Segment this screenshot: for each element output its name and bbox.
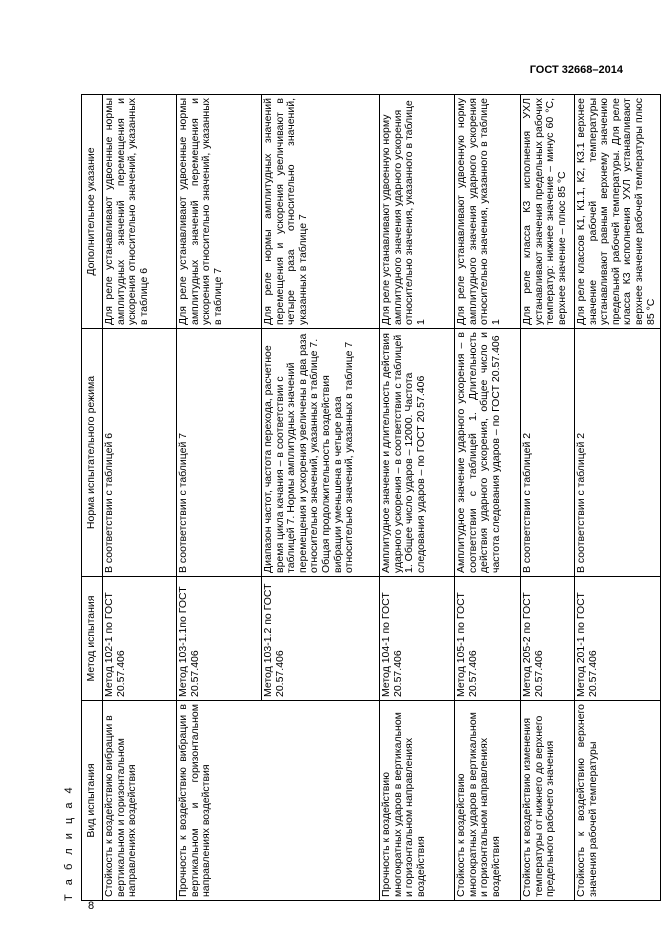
cell-test-type: Стойкость к воздействию вибрации в вертикальном и горизонтальном направлениях воздействия: [103, 701, 177, 901]
cell-note: Для реле нормы амплитудных значений перемещения и ускорения увеличивают в четыре раза относительно значений, указанных в таблице 7: [262, 95, 380, 329]
cell-norm: Диапазон частот, частота перехода, расчетное время цикла качания – в соответствии с таблицей 7. Нормы амплитудных значений перемещения и ускорения увеличены в два раза относительно значений, указанных в таблице 7. Общая продолжительность воздействия вибрации уменьшена в четыре раза относительно значений, указанных в таблице 7: [262, 329, 380, 577]
cell-test-type: Стойкость к воздействию многократных ударов в вертикальном и горизонтальном направлениях воздействия: [455, 701, 521, 901]
cell-norm: В соответствии с таблицей 2: [575, 329, 661, 577]
cell-note: Для реле устанавливают удвоенные нормы амплитудных значений перемещения и ускорения относительно значений, указанных в таблице 6: [103, 95, 177, 329]
cell-norm: В соответствии с таблицей 6: [103, 329, 177, 577]
cell-norm: В соответствии с таблицей 2: [521, 329, 575, 577]
cell-test-type: Стойкость к воздействию изменения температуры от нижнего до верхнего предельного рабочего значения: [521, 701, 575, 901]
table-row: [575, 95, 661, 901]
col-header-method: Метод испытания: [82, 577, 103, 701]
table-row: [103, 95, 177, 901]
table-row: [521, 95, 575, 901]
cell-method: Метод 102-1 по ГОСТ 20.57.406: [103, 577, 177, 701]
cell-method: Метод 103-1.2 по ГОСТ 20.57.406: [262, 577, 380, 701]
page-number: 8: [88, 900, 95, 912]
rotated-table-region: [63, 95, 657, 901]
cell-method: Метод 103-1.1по ГОСТ 20.57.406: [177, 577, 262, 701]
col-header-test-type: Вид испытания: [82, 701, 103, 901]
cell-method: Метод 205-2 по ГОСТ 20.57.406: [521, 577, 575, 701]
cell-test-type: Стойкость к воздействию верхнего значения рабочей температуры: [575, 701, 661, 901]
table-caption: Т а б л и ц а 4: [63, 784, 75, 901]
cell-norm: В соответствии с таблицей 7: [177, 329, 262, 577]
table-row: [455, 95, 521, 901]
table-row: [177, 95, 262, 901]
cell-note: Для реле устанавливают удвоенную норму амплитудного значения ударного ускорения относительно значения, указанного в таблице 1: [380, 95, 455, 329]
cell-method: Метод 104-1 по ГОСТ 20.57.406: [380, 577, 455, 701]
cell-method: Метод 105-1 по ГОСТ 20.57.406: [455, 577, 521, 701]
document-code: ГОСТ 32668–2014: [529, 64, 623, 76]
cell-note: Для реле класса К3 исполнения УХЛ устанавливают значения предельных рабочих температур: нижнее значение – минус 60 °С, верхнее значение – плюс 85 °С: [521, 95, 575, 329]
cell-norm: Амплитудное значение ударного ускорения – в соответствии с таблицей 1. Длительность действия ударного ускорения, общее число и частота следования ударов – по ГОСТ 20.57.406: [455, 329, 521, 577]
col-header-note: Дополнительное указание: [82, 95, 103, 329]
cell-test-type: Прочность к воздействию вибрации в вертикальном и горизонтальном направлениях воздействия: [177, 701, 380, 901]
cell-test-type: Прочность к воздействию многократных ударов в вертикальном и горизонтальном направлениях воздействия: [380, 701, 455, 901]
cell-note: Для реле устанавливают удвоенные нормы амплитудных значений перемещения и ускорения относительно значений, указанных в таблице 7: [177, 95, 262, 329]
test-table: [81, 94, 661, 901]
cell-note: Для реле устанавливают удвоенную норму амплитудного значения ударного ускорения относительно значения, указанного в таблице 1: [455, 95, 521, 329]
table-header-row: [82, 95, 103, 901]
col-header-norm: Норма испытательного режима: [82, 329, 103, 577]
cell-method: Метод 201-1 по ГОСТ 20.57.406: [575, 577, 661, 701]
table-row: [380, 95, 455, 901]
cell-norm: Амплитудное значение и длительность действия ударного ускорения – в соответствии с таблицей 1. Общее число ударов – 12000. Частота следования ударов – по ГОСТ 20.57.406: [380, 329, 455, 577]
cell-note: Для реле классов К1, К1.1, К2, К3.1 верхнее значение рабочей температуры устанавливают равным верхнему значению предельной рабочей температуры. Для реле класса К3 исполнения УХЛ устанавливают верхнее значение рабочей температуры плюс 85 °С: [575, 95, 661, 329]
